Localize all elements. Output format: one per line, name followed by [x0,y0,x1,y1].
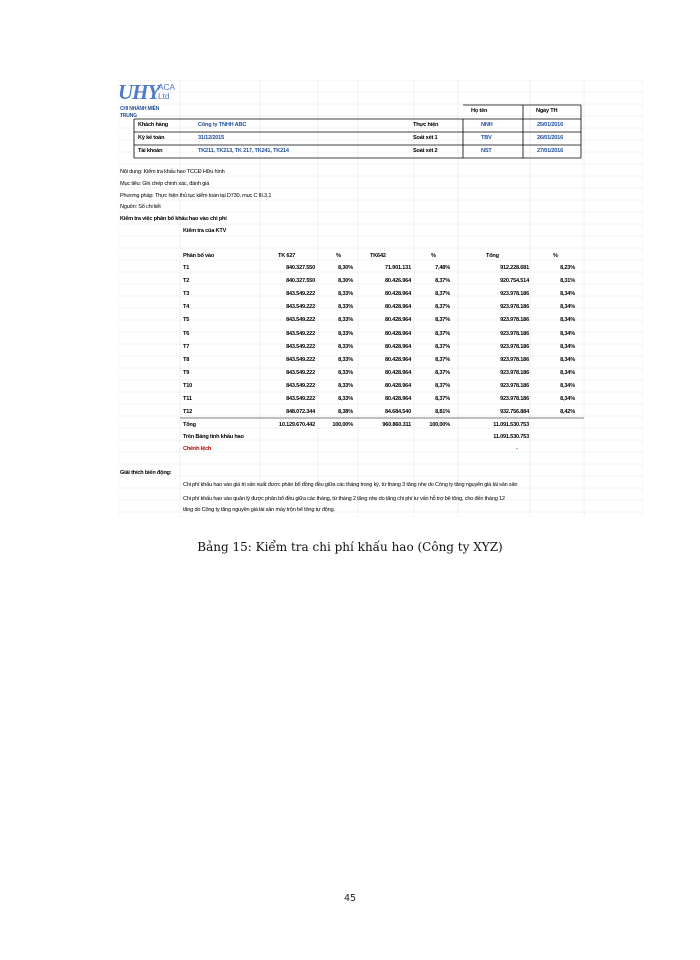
row-6-total: 923.978.186 [500,330,529,337]
row-12-pct-642: 8,81% [435,409,450,416]
row-1-pct-642: 7,48% [435,265,450,271]
row-3-pct-total: 8,34% [560,291,575,298]
table-header-tk642: TK642 [370,253,386,259]
row-2-pct-642: 8,37% [435,278,450,285]
row-6-tk642: 80.428.964 [385,330,411,337]
row-10-pct-642: 8,37% [435,382,450,389]
row-7-pct-642: 8,37% [435,343,450,350]
client-value: Công ty TNHH ABC [198,122,247,128]
explanation-line-1: Chi phí khấu hao vào giá trị sản xuất được phân bổ đồng đều giữa các tháng trong kỳ, từ tháng 3 tăng nhẹ do Công ty tăng nguyên giá tài sản sản [183,482,518,488]
row-6-pct-627: 8,33% [338,330,353,337]
row-5-pct-total: 8,34% [560,317,575,324]
row-6-tk627: 843.549.222 [286,330,315,337]
row-9-tk642: 80.428.964 [385,369,411,376]
row-6-pct-642: 8,37% [435,330,450,337]
total-pct-627: 100,00% [332,422,353,428]
company-logo [118,80,175,104]
table-header-pct-642: % [431,253,436,259]
row-11-pct-total: 8,34% [560,396,575,402]
row-4-tk627: 843.549.222 [286,304,315,311]
ledger-label: Trên Bảng tính khấu hao [183,434,244,440]
difference-value: - [516,446,518,452]
row-8-tk627: 843.549.222 [286,356,315,363]
row-9-month: T9 [183,369,190,376]
row-10-tk642: 80.428.964 [385,382,411,389]
signoff-name-3: NST [481,148,492,154]
row-4-month: T4 [183,304,190,311]
logo-suffix: ACA Ltd [158,82,175,101]
signoff-role-1: Thực hiện [413,122,439,128]
row-8-tk642: 80.428.964 [385,356,411,363]
signoff-date-2: 26/01/2016 [537,135,563,141]
total-tk627: 10.129.670.442 [278,422,315,428]
table-header-allocation: Phân bổ vào [183,253,215,259]
row-10-tk627: 843.549.222 [286,382,315,389]
row-12-tk642: 84.684.540 [385,409,411,416]
row-1-pct-627: 8,30% [338,265,353,271]
row-3-tk627: 843.549.222 [286,291,315,298]
row-5-month: T5 [183,317,190,324]
table-header-pct-total: % [553,253,558,259]
info-content: Nội dung: Kiểm tra khấu hao TCCĐ Hữu hình [120,169,225,175]
row-9-tk627: 843.549.222 [286,369,315,376]
signoff-name-2: TBV [481,135,492,141]
row-7-total: 923.978.186 [500,343,529,350]
explanation-line-3: tăng do Công ty tăng nguyên giá tài sản máy trộn bê tông tự động. [183,507,335,513]
info-method: Phương pháp: Thực hiện thủ tục kiểm toán tại D730, mục C III.3.1 [120,193,272,199]
signoff-name-1: NNH [481,122,493,128]
row-2-month: T2 [183,278,190,285]
row-1-tk642: 71.901.131 [385,265,411,271]
row-4-total: 923.978.186 [500,304,529,311]
row-9-pct-total: 8,34% [560,369,575,376]
row-7-pct-627: 8,33% [338,343,353,350]
table-header-total: Tổng [486,253,499,259]
row-7-tk642: 80.428.964 [385,343,411,350]
col-header-hoten: Họ tên [471,108,488,114]
row-12-month: T12 [183,409,193,416]
row-2-tk642: 80.426.964 [385,278,411,285]
row-11-tk627: 843.549.222 [286,396,315,402]
table-header-tk627: TK 627 [278,253,296,259]
table-caption: Bảng 15: Kiểm tra chi phí khấu hao (Công ty XYZ) [197,540,503,554]
period-value: 31/12/2015 [198,135,224,141]
branch-line-2: TRUNG [120,113,137,119]
row-1-pct-total: 8,23% [560,265,575,271]
row-10-total: 923.978.186 [500,382,529,389]
row-10-pct-627: 8,33% [338,382,353,389]
row-8-pct-642: 8,37% [435,356,450,363]
client-label: Khách hàng [138,122,169,128]
signoff-role-3: Soát xét 2 [413,148,438,154]
page-number: 45 [343,893,357,904]
row-12-tk627: 848.072.344 [286,409,315,416]
row-5-tk642: 80.428.964 [385,317,411,324]
row-1-tk627: 840.327.550 [286,265,315,271]
row-5-pct-642: 8,37% [435,317,450,324]
row-9-pct-627: 8,33% [338,369,353,376]
total-label: Tổng [183,422,196,428]
row-12-pct-627: 8,38% [338,409,353,416]
row-10-pct-total: 8,34% [560,382,575,389]
row-7-month: T7 [183,343,190,350]
ledger-value: 11.091.530.753 [493,434,529,440]
row-6-pct-total: 8,34% [560,330,575,337]
row-6-month: T6 [183,330,190,337]
row-10-month: T10 [183,382,193,389]
row-5-total: 923.978.186 [500,317,529,324]
row-4-pct-642: 8,37% [435,304,450,311]
account-value: TK211, TK213, TK 217, TK241, TK214 [198,148,289,154]
row-11-month: T11 [183,396,192,402]
row-9-pct-642: 8,37% [435,369,450,376]
row-8-pct-627: 8,33% [338,356,353,363]
logo-mark: UHY [118,80,160,104]
row-12-total: 932.756.884 [500,409,529,416]
row-5-pct-627: 8,33% [338,317,353,324]
explanation-line-2: Chi phí khấu hao vào quản lý được phân bổ đều giữa các tháng, từ tháng 2 tăng nhẹ do tăng chi phí tư vấn hỗ trợ bê tông, cho đến tháng 12 [183,496,505,502]
row-11-total: 923.978.186 [500,396,529,402]
total-pct-642: 100,00% [429,422,450,428]
row-11-pct-642: 8,37% [435,396,450,402]
row-2-total: 920.754.514 [500,278,529,285]
row-3-tk642: 80.428.964 [385,291,411,298]
row-12-pct-total: 8,42% [560,409,575,416]
row-7-tk627: 843.549.222 [286,343,315,350]
worksheet-image [118,80,643,517]
col-header-ngay: Ngày TH [536,108,558,114]
branch-line-1: CHI NHÁNH MIỀN [120,106,160,112]
row-2-pct-total: 8,31% [560,278,575,285]
row-5-tk627: 843.549.222 [286,317,315,324]
row-1-total: 912.228.681 [500,265,529,271]
account-label: Tài khoản [138,148,163,154]
difference-label: Chênh lệch [183,446,212,452]
row-4-pct-total: 8,34% [560,304,575,311]
info-work: Kiểm tra việc phân bổ khấu hao vào chi phí [120,216,227,222]
row-8-month: T8 [183,356,190,363]
row-2-tk627: 840.327.550 [286,278,315,285]
period-label: Kỳ kế toán [138,135,165,141]
signoff-role-2: Soát xét 1 [413,135,438,141]
signoff-date-3: 27/01/2016 [537,148,563,154]
row-8-pct-total: 8,34% [560,356,575,363]
row-2-pct-627: 8,30% [338,278,353,285]
explanation-label: Giải thích biến động: [120,470,172,476]
row-9-total: 923.978.186 [500,369,529,376]
row-3-pct-642: 8,37% [435,291,450,298]
row-11-tk642: 80.428.964 [385,396,411,402]
info-sub: Kiểm tra của KTV [183,228,227,234]
signoff-date-1: 25/01/2016 [537,122,563,128]
row-1-month: T1 [183,265,190,271]
row-4-tk642: 80.428.964 [385,304,411,311]
row-8-total: 923.978.186 [500,356,529,363]
info-source: Nguồn: Sổ chi tiết [120,204,161,210]
table-header-pct-627: % [336,253,341,259]
row-3-pct-627: 8,33% [338,291,353,298]
row-7-pct-total: 8,34% [560,343,575,350]
row-4-pct-627: 8,33% [338,304,353,311]
row-11-pct-627: 8,33% [338,396,353,402]
row-3-total: 923.978.186 [500,291,529,298]
row-3-month: T3 [183,291,190,298]
total-sum: 11.091.530.753 [493,422,529,428]
info-objective: Mục tiêu: Ghi chép chính xác, đánh giá [120,181,210,187]
total-tk642: 960.860.311 [382,422,411,428]
